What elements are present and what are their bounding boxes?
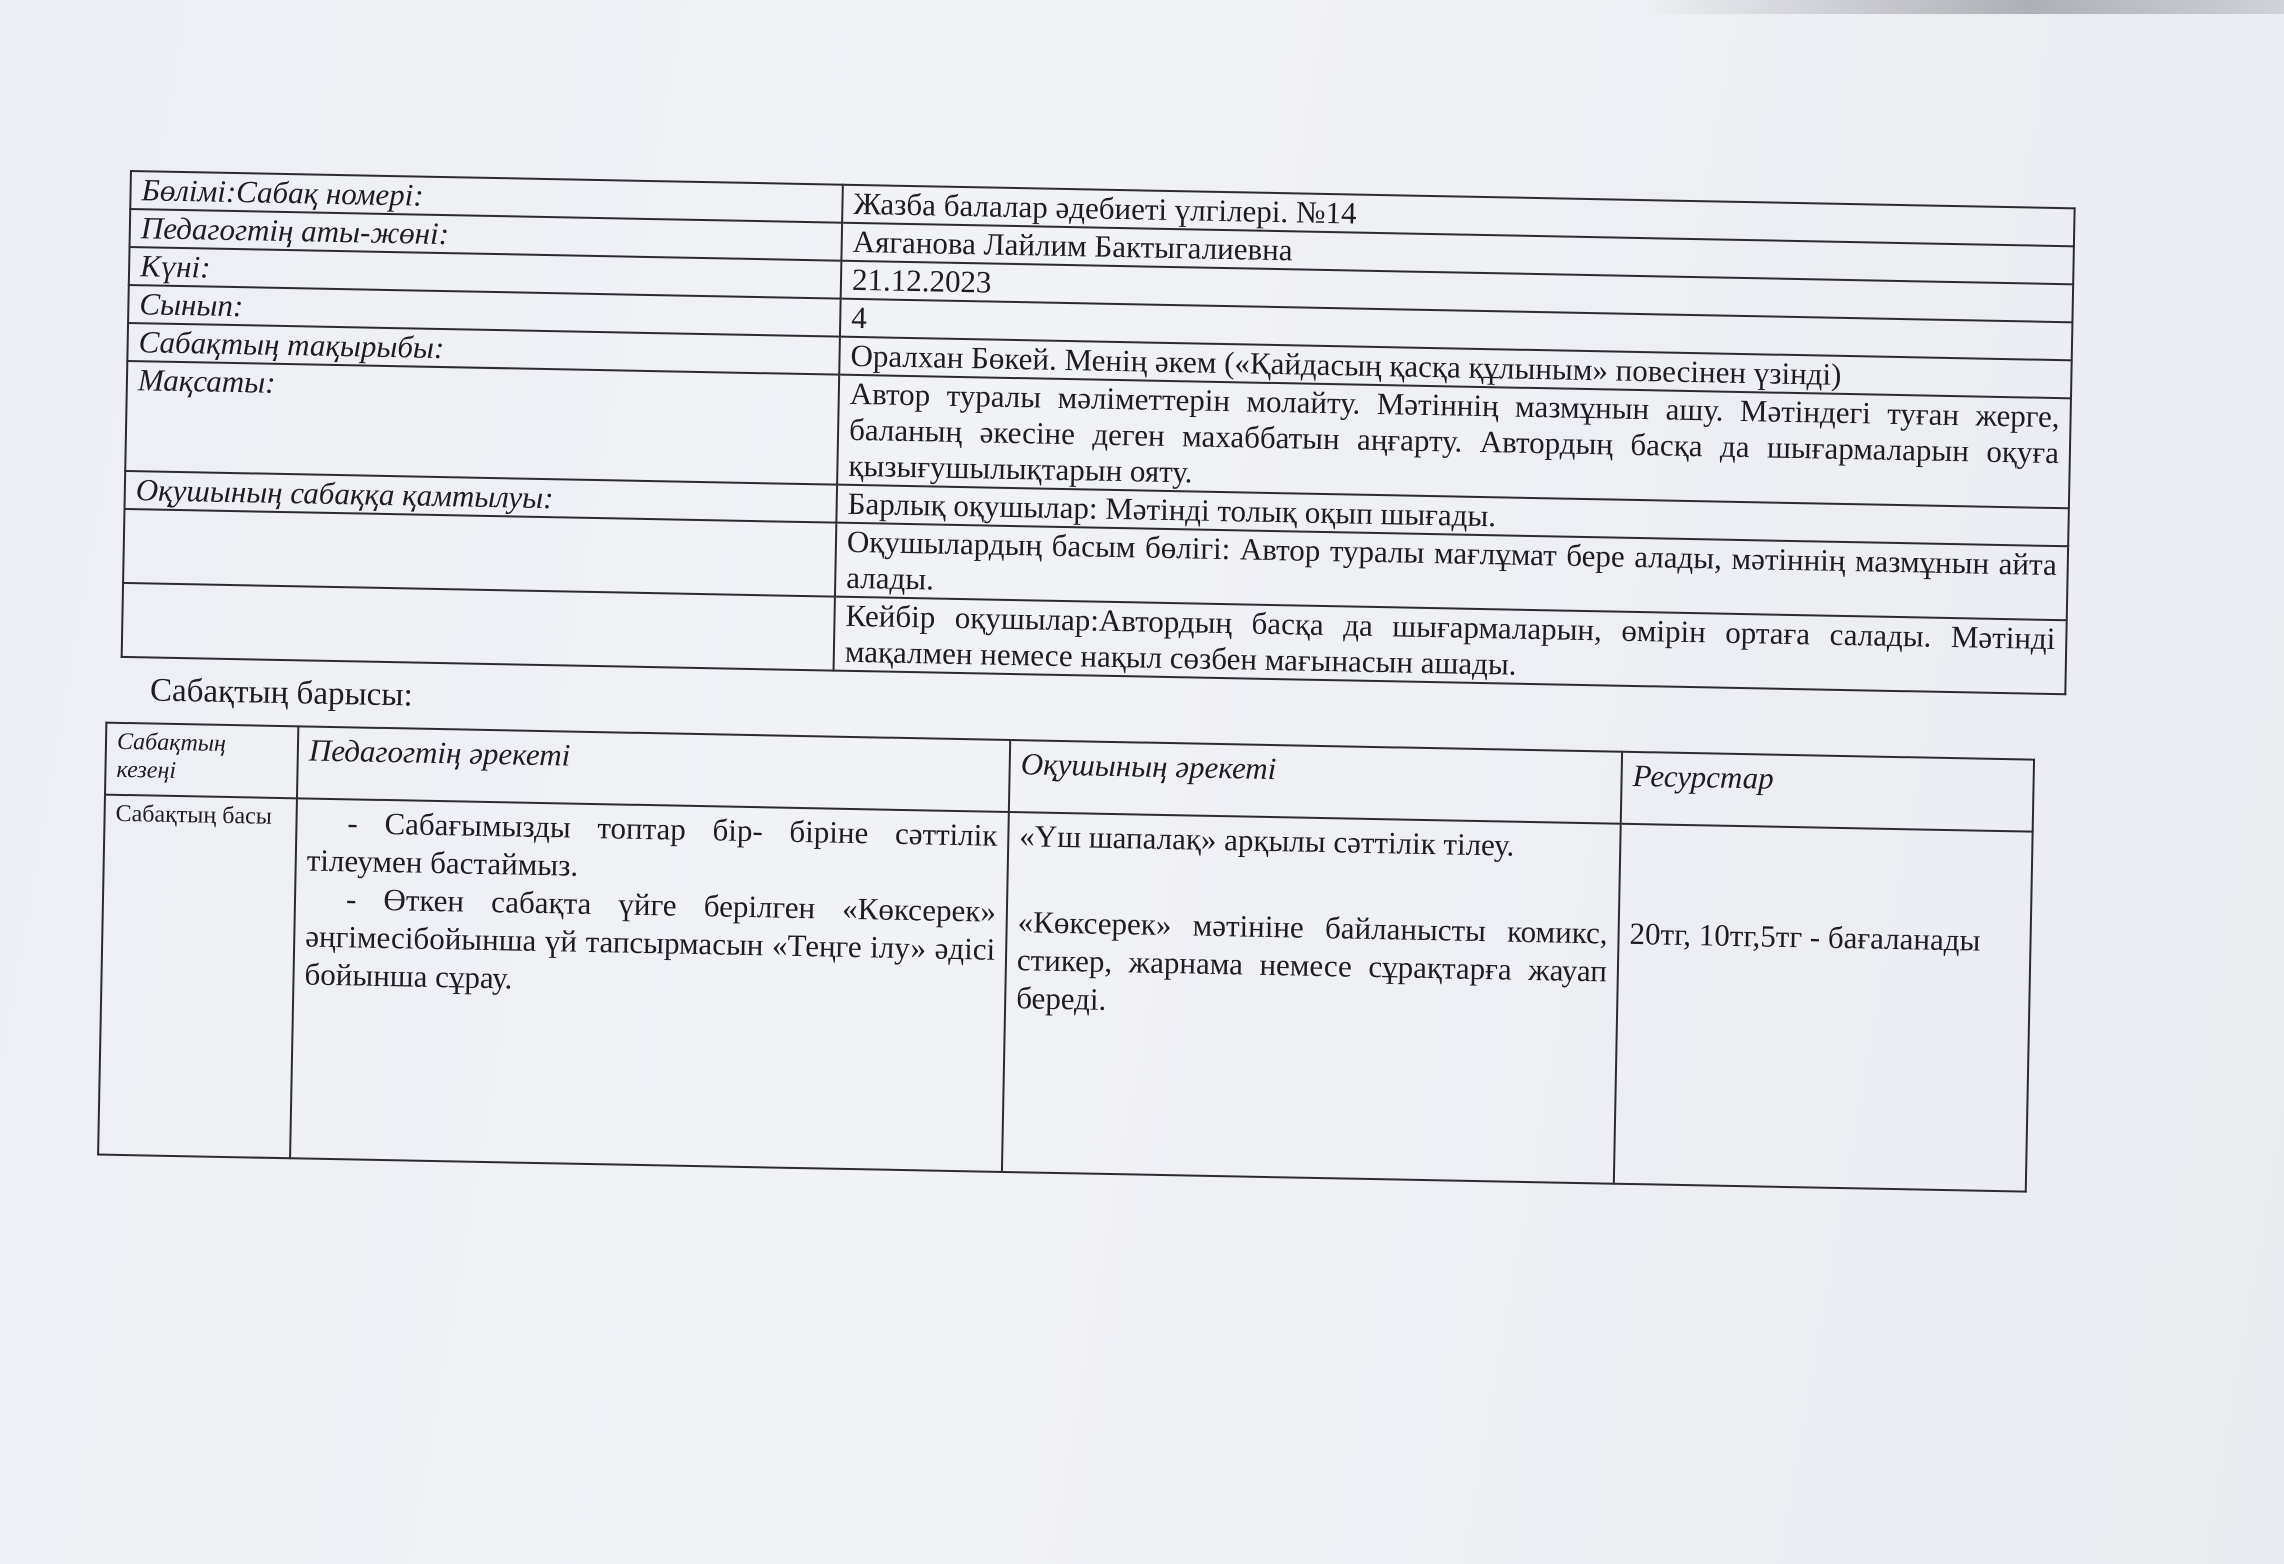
info-value: 21.12.2023 (841, 261, 2074, 323)
student-step: «Көксерек» мәтініне байланысты комикс, стикер, жарнама немесе сұрақтарға жауап береді. (1015, 904, 1608, 1017)
stage-cell: Сабақтың басы (98, 795, 297, 1159)
info-label: Сабақтың тақырыбы: (127, 323, 840, 375)
info-label: Күні: (129, 247, 842, 299)
info-value: Барлық оқушылар: Мәтінді толық оқып шығады. (836, 485, 2069, 547)
bleed-through-strip (1644, 0, 2284, 14)
header-student-action: Оқушының әрекеті (1009, 740, 1622, 824)
info-label (123, 509, 836, 597)
info-value: Оралхан Бөкей. Менің әкем («Қайдасың қасқа құлыным» повесінен үзінді) (839, 337, 2072, 399)
plan-row (98, 795, 2033, 1192)
spacer (1630, 829, 2022, 922)
info-value: Жазба балалар әдебиеті үлгілері. №14 (842, 185, 2075, 247)
resources-cell (1614, 824, 2033, 1192)
info-label: Сынып: (128, 285, 841, 337)
student-step: «Үш шапалақ» арқылы сәттілік тілеу. (1019, 818, 1515, 863)
info-label: Педагогтің аты-жөні: (130, 209, 843, 261)
header-resources: Ресурстар (1621, 752, 2034, 832)
teacher-step: - Сабағымызды топтар бір- біріне сәттілік тілеумен бастаймыз. (306, 805, 998, 883)
info-value: Оқушылардың басым бөлігі: Автор туралы мағлұмат бере алады, мәтіннің мазмұнын айта алады. (835, 523, 2068, 621)
resources-text: 20тг, 10тг,5тг - бағаланады (1629, 915, 1981, 958)
header-stage: Сабақтың кезеңі (105, 723, 298, 799)
lesson-progress-caption: Сабақтың барысы: (149, 672, 414, 714)
info-label: Бөлімі:Сабақ номері: (130, 171, 843, 223)
student-action-cell (1002, 812, 1621, 1184)
info-value: Кейбір оқушылар:Автордың басқа да шығармаларын, өмірін ортаға салады. Мәтінді мақалмен немесе нақыл сөзбен мағынасын ашады. (834, 597, 2067, 695)
lesson-info-table (121, 170, 2076, 695)
info-value: Аяганова Лайлим Бактыгалиевна (841, 223, 2074, 285)
info-value: 4 (840, 299, 2073, 361)
lesson-plan-table (97, 722, 2035, 1193)
teacher-step: - Өткен сабақта үйге берілген «Көксерек» әңгімесібойынша үй тапсырмасын «Теңге ілу» әдісі бойынша сұрау. (304, 881, 997, 996)
info-value: Автор туралы мәліметтерін молайту. Мәтіннің мазмұнын ашу. Мәтіндегі туған жерге, баланың әкесіне деген махаббатын аңғарту. Автордың басқа да шығармаларын оқуға қызығушылықтарын ояту. (837, 375, 2071, 509)
header-teacher-action: Педагогтің әрекеті (297, 726, 1010, 812)
info-label: Мақсаты: (125, 361, 839, 485)
teacher-action-cell (290, 798, 1009, 1172)
lesson-plan-sheet (111, 170, 2076, 1193)
info-label (122, 583, 835, 671)
info-label: Оқушының сабаққа қамтылуы: (124, 471, 837, 523)
